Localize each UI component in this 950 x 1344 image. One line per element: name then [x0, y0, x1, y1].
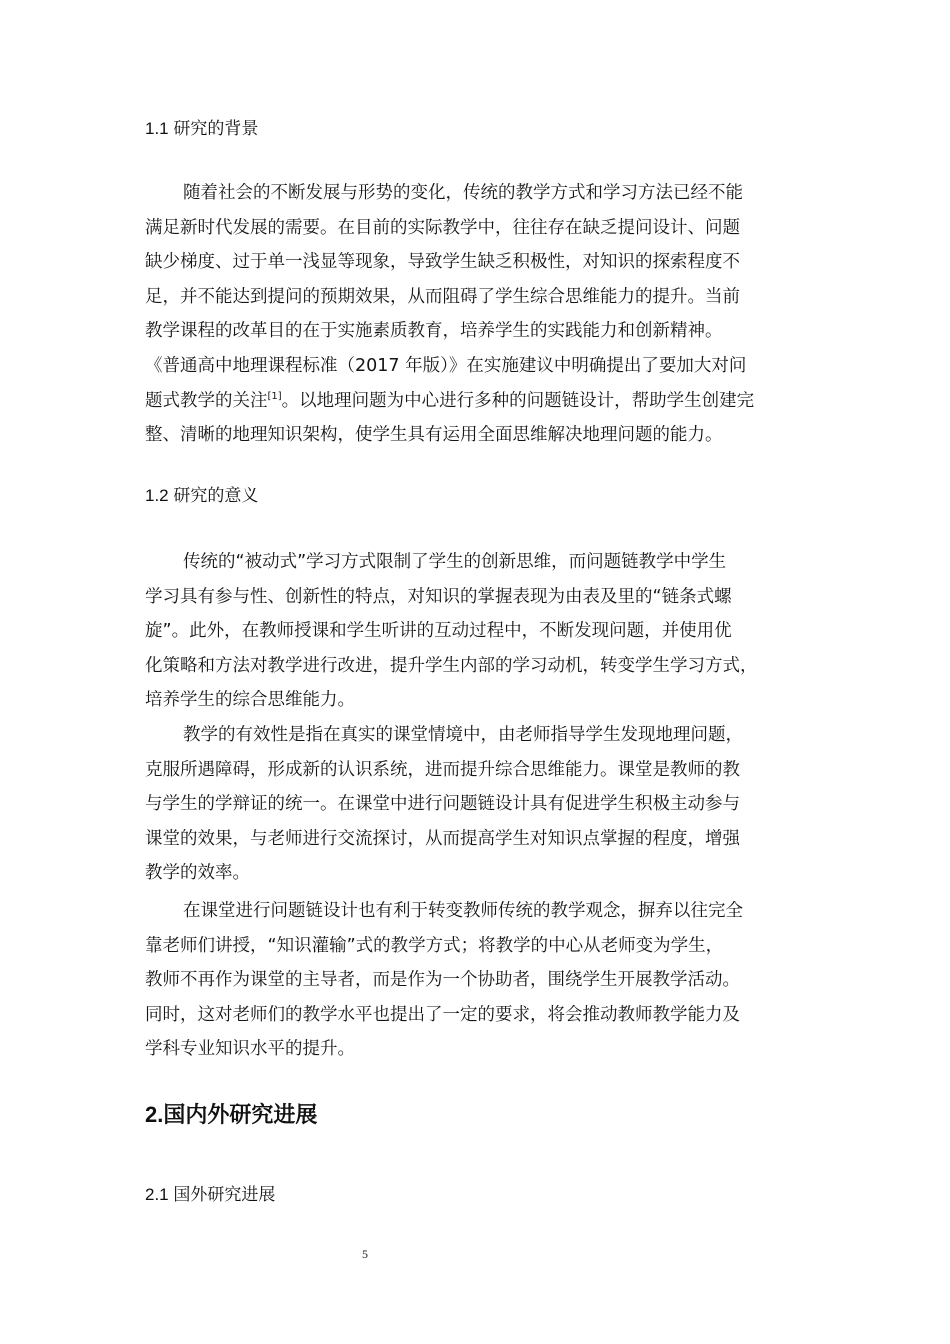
text-line: 教师不再作为课堂的主导者，而是作为一个协助者，围绕学生开展教学活动。 [145, 970, 740, 991]
section-heading-2: 2.国内外研究进展 [145, 1102, 318, 1127]
section-heading-1-1: 1.1 研究的背景 [145, 119, 259, 138]
section-heading-2-1: 2.1 国外研究进展 [145, 1185, 276, 1204]
citation-marker[interactable]: [1] [267, 390, 282, 402]
text-line: 化策略和方法对教学进行改进，提升学生内部的学习动机，转变学生学习方式， [145, 655, 758, 676]
page-number: 5 [362, 1247, 368, 1261]
text-line: 同时，这对老师们的教学水平也提出了一定的要求，将会推动教师教学能力及 [145, 1004, 740, 1025]
text-line: 整、清晰的地理知识架构，使学生具有运用全面思维解决地理问题的能力。 [145, 425, 723, 446]
text-line-with-citation [145, 384, 825, 419]
text-line: 学习具有参与性、创新性的特点，对知识的掌握表现为由表及里的“链条式螺 [145, 586, 732, 607]
paragraph-significance-1 [145, 545, 825, 718]
text-line: 缺少梯度、过于单一浅显等现象，导致学生缺乏积极性，对知识的探索程度不 [145, 252, 740, 273]
text-line: 满足新时代发展的需要。在目前的实际教学中，往往存在缺乏提问设计、问题 [145, 217, 740, 238]
text-line: 传统的“被动式”学习方式限制了学生的创新思维，而问题链教学中学生 [183, 552, 727, 572]
section-heading-1-2: 1.2 研究的意义 [145, 486, 259, 505]
text-line: 教学的效率。 [145, 863, 250, 884]
text-line: 与学生的学辩证的统一。在课堂中进行问题链设计具有促进学生积极主动参与 [145, 794, 740, 815]
text-line: 旋”。此外，在教师授课和学生听讲的互动过程中，不断发现问题，并使用优 [145, 621, 732, 642]
paragraph-background [145, 176, 825, 453]
text-line: 课堂的效果，与老师进行交流探讨，从而提高学生对知识点掌握的程度，增强 [145, 828, 740, 849]
text-line: 学科专业知识水平的提升。 [145, 1039, 355, 1060]
text-line: 随着社会的不断发展与形势的变化，传统的教学方式和学习方法已经不能 [183, 183, 743, 203]
text-line: 《普通高中地理课程标准（2017 年版）》在实施建议中明确提出了要加大对问 [145, 355, 747, 376]
text-line: 克服所遇障碍，形成新的认识系统，进而提升综合思维能力。课堂是教师的教 [145, 759, 740, 780]
text-line: 在课堂进行问题链设计也有利于转变教师传统的教学观念，摒弃以往完全 [183, 901, 743, 921]
text-line: 足，并不能达到提问的预期效果，从而阻碍了学生综合思维能力的提升。当前 [145, 286, 740, 307]
paragraph-significance-3 [145, 894, 825, 1067]
text-line: 靠老师们讲授，“知识灌输”式的教学方式；将教学的中心从老师变为学生， [145, 935, 724, 956]
text-line: 培养学生的综合思维能力。 [145, 690, 355, 711]
text-segment: 题式教学的关注 [145, 390, 268, 411]
paragraph-significance-2 [145, 718, 825, 891]
text-line: 教学课程的改革目的在于实施素质教育，培养学生的实践能力和创新精神。 [145, 321, 723, 342]
text-segment: 。以地理问题为中心进行多种的问题链设计，帮助学生创建完 [281, 390, 755, 411]
text-line: 教学的有效性是指在真实的课堂情境中，由老师指导学生发现地理问题， [183, 725, 743, 745]
